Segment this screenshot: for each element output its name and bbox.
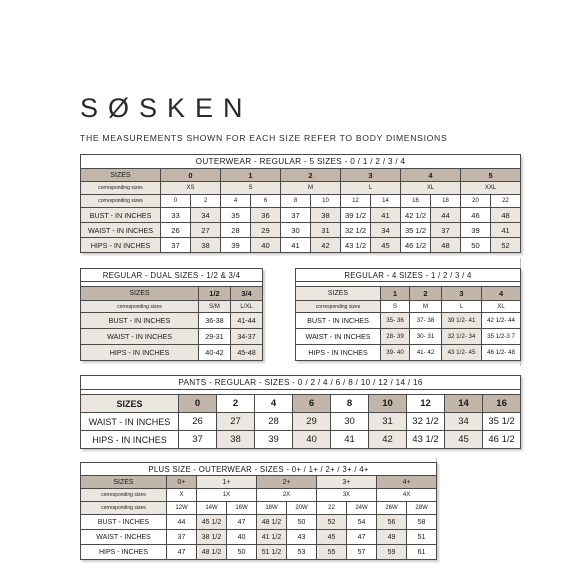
table-title: OUTERWEAR - REGULAR - 5 SIZES - 0 / 1 / 2 / 3 / 4 [81, 155, 521, 169]
row-label: WAIST - INCHES [81, 530, 167, 545]
table-cell: 43 1/2- 45 [442, 345, 482, 361]
table-cell: 48 [491, 208, 521, 223]
table-cell: 42 1/2- 44 [482, 313, 521, 329]
row-label: WAIST - IN INCHES [296, 329, 381, 345]
row-label: SIZES [81, 287, 199, 301]
table-cell: 45 [317, 530, 347, 545]
sub-size: 4 [221, 195, 251, 208]
table-cell: 40 [251, 238, 281, 253]
sub-size: 14 [371, 195, 401, 208]
table-cell: 38 1/2 [197, 530, 227, 545]
corresponding-size: S [221, 182, 281, 195]
table-cell: 40-42 [199, 345, 231, 361]
sub-size: 14W [197, 502, 227, 515]
table-row [81, 313, 263, 329]
row-label: SIZES [81, 395, 179, 413]
size-header: 1 [381, 287, 410, 301]
corresponding-size: 1X [197, 489, 257, 502]
sub-size: 20 [461, 195, 491, 208]
table-cell: 26 [161, 223, 191, 238]
table-cell: 35 1/2-3 7 [482, 329, 521, 345]
table-cell: 29-31 [199, 329, 231, 345]
table-cell: 30 [281, 223, 311, 238]
table-cell: 39 [461, 223, 491, 238]
table-cell: 43 [287, 530, 317, 545]
table-cell: 47 [167, 545, 197, 560]
table-row [296, 345, 521, 361]
table-cell: 31 [311, 223, 341, 238]
table-row [81, 182, 521, 195]
row-label: WAIST - IN INCHES [81, 413, 179, 431]
table-row [81, 329, 263, 345]
table-cell: 39- 40 [381, 345, 410, 361]
row-label: BUST - IN INCHES [81, 313, 199, 329]
row-label: SIZES [81, 169, 161, 182]
size-header: 3+ [317, 476, 377, 489]
table-cell: 40 [293, 431, 331, 449]
table-cell: 41 1/2 [257, 530, 287, 545]
brand-logo: SØSKEN [80, 93, 253, 123]
table-row [81, 301, 263, 313]
size-header: 0 [179, 395, 217, 413]
table-cell: 48 1/2 [257, 515, 287, 530]
table-cell: 26 [179, 413, 217, 431]
table-cell: 41 [281, 238, 311, 253]
sub-size: 6 [251, 195, 281, 208]
table-cell: 42 1/2 [401, 208, 431, 223]
corresponding-size: XXL [461, 182, 521, 195]
row-label: corresponding sizes [81, 502, 167, 515]
corresponding-size: 2X [257, 489, 317, 502]
table-cell: 27 [191, 223, 221, 238]
sub-size: 2 [191, 195, 221, 208]
size-header: 4 [401, 169, 461, 182]
row-label: corresponding sizes [81, 195, 161, 208]
table-cell: 37 [179, 431, 217, 449]
table-cell: 37 [281, 208, 311, 223]
table-cell: 49 [377, 530, 407, 545]
table-cell: 28 [221, 223, 251, 238]
table-cell: 40 [227, 530, 257, 545]
row-label: HIPS - IN INCHES [81, 238, 161, 253]
sub-size: 8 [281, 195, 311, 208]
table-cell: 29 [293, 413, 331, 431]
size-header: 4+ [377, 476, 437, 489]
table-row [81, 345, 263, 361]
table-row [81, 238, 521, 253]
sub-size: 16W [227, 502, 257, 515]
table-title: REGULAR - 4 SIZES - 1 / 2 / 3 / 4 [296, 269, 521, 282]
corresponding-size: S/M [199, 301, 231, 313]
table-row [81, 413, 521, 431]
row-label: SIZES [296, 287, 381, 301]
table-cell: 32 1/2 [341, 223, 371, 238]
table-cell: 32 1/2- 34 [442, 329, 482, 345]
table-cell: 48 [431, 238, 461, 253]
sub-size: 18 [431, 195, 461, 208]
table-cell: 39 [255, 431, 293, 449]
corresponding-size: XS [161, 182, 221, 195]
corresponding-size: 4X [377, 489, 437, 502]
sub-size: 18W [257, 502, 287, 515]
row-label: HIPS - IN INCHES [81, 345, 199, 361]
table-cell: 34 [191, 208, 221, 223]
sub-size: 12 [341, 195, 371, 208]
outerwear-regular-table [80, 154, 521, 253]
row-label: corresponding sizes [81, 182, 161, 195]
table-row [81, 502, 437, 515]
row-label: corresponding sizes [81, 301, 199, 313]
table-cell: 30 [331, 413, 369, 431]
sub-size: 10 [311, 195, 341, 208]
table-cell: 42 [311, 238, 341, 253]
table-cell: 28- 39 [381, 329, 410, 345]
size-header: 16 [483, 395, 521, 413]
table-cell: 34 [371, 223, 401, 238]
table-cell: 53 [287, 545, 317, 560]
row-label: HIPS - IN INCHES [296, 345, 381, 361]
table-cell: 35 [221, 208, 251, 223]
table-cell: 43 1/2 [407, 431, 445, 449]
table-row [81, 431, 521, 449]
pants-regular-table [80, 375, 521, 449]
sub-size: 22 [317, 502, 347, 515]
row-label: SIZES [81, 476, 167, 489]
table-row [296, 329, 521, 345]
row-label: WAIST - IN INCHES [81, 223, 161, 238]
table-cell: 39 [221, 238, 251, 253]
plus-outerwear-table [80, 462, 437, 560]
table-cell: 46 1/2 [483, 431, 521, 449]
size-header: 10 [369, 395, 407, 413]
table-row [296, 287, 521, 301]
row-label: HIPS - INCHES [81, 545, 167, 560]
table-cell: 42 [369, 431, 407, 449]
row-label: HIPS - IN INCHES [81, 431, 179, 449]
table-row [81, 515, 437, 530]
table-row [81, 195, 521, 208]
table-cell: 35 1/2 [401, 223, 431, 238]
corresponding-size: XL [482, 301, 521, 313]
sub-size: 16 [401, 195, 431, 208]
table-cell: 39 1/2- 41 [442, 313, 482, 329]
corresponding-size: S [381, 301, 410, 313]
table-cell: 51 [407, 530, 437, 545]
table-cell: 43 1/2 [341, 238, 371, 253]
table-cell: 36 [251, 208, 281, 223]
corresponding-size: L [341, 182, 401, 195]
table-cell: 54 [347, 515, 377, 530]
table-row [81, 223, 521, 238]
table-cell: 48 1/2 [197, 545, 227, 560]
table-row [81, 489, 437, 502]
table-cell: 38 [217, 431, 255, 449]
size-header: 1+ [197, 476, 257, 489]
table-cell: 38 [311, 208, 341, 223]
table-title: PLUS SIZE - OUTERWEAR - SIZES - 0+ / 1+ / 2+ / 3+ / 4+ [81, 463, 437, 476]
corresponding-size: L/XL [231, 301, 263, 313]
size-header: 0 [161, 169, 221, 182]
table-row [81, 545, 437, 560]
size-header: 1 [221, 169, 281, 182]
table-cell: 45-48 [231, 345, 263, 361]
sub-size: 28W [407, 502, 437, 515]
sub-size: 26W [377, 502, 407, 515]
size-header: 14 [445, 395, 483, 413]
regular-dual-table [80, 268, 263, 361]
table-cell: 41 [371, 208, 401, 223]
table-row [296, 313, 521, 329]
table-row [81, 169, 521, 182]
table-cell: 37 [431, 223, 461, 238]
table-cell: 50 [287, 515, 317, 530]
regular-4-table [295, 268, 521, 361]
row-label: BUST - INCHES [81, 515, 167, 530]
table-cell: 41 [331, 431, 369, 449]
corresponding-size: X [167, 489, 197, 502]
corresponding-size: XL [401, 182, 461, 195]
table-cell: 55 [317, 545, 347, 560]
table-row [296, 301, 521, 313]
table-cell: 47 [227, 515, 257, 530]
table-cell: 39 1/2 [341, 208, 371, 223]
table-cell: 37 [167, 530, 197, 545]
row-label: BUST - IN INCHES [296, 313, 381, 329]
table-cell: 51 1/2 [257, 545, 287, 560]
table-cell: 32 1/2 [407, 413, 445, 431]
table-cell: 46 1/2- 48 [482, 345, 521, 361]
sub-size: 0 [161, 195, 191, 208]
sub-size: 24W [347, 502, 377, 515]
size-header: 2 [281, 169, 341, 182]
table-row [81, 395, 521, 413]
table-title: PANTS - REGULAR - SIZES - 0 / 2 / 4 / 6 / 8 / 10 / 12 / 14 / 16 [81, 376, 521, 390]
table-cell: 38 [191, 238, 221, 253]
size-header: 4 [255, 395, 293, 413]
table-cell: 41-44 [231, 313, 263, 329]
table-row [81, 287, 263, 301]
size-header: 12 [407, 395, 445, 413]
table-cell: 50 [461, 238, 491, 253]
sub-size: 20W [287, 502, 317, 515]
row-label: WAIST - IN INCHES [81, 329, 199, 345]
table-cell: 33 [161, 208, 191, 223]
table-cell: 37 [161, 238, 191, 253]
table-cell: 52 [317, 515, 347, 530]
row-label: BUST - IN INCHES [81, 208, 161, 223]
size-header: 3 [442, 287, 482, 301]
size-header: 4 [482, 287, 521, 301]
corresponding-size: L [442, 301, 482, 313]
table-cell: 34 [445, 413, 483, 431]
table-cell: 36-38 [199, 313, 231, 329]
sub-size: 22 [491, 195, 521, 208]
table-cell: 30- 31 [410, 329, 442, 345]
size-header: 8 [331, 395, 369, 413]
table-cell: 45 1/2 [197, 515, 227, 530]
table-cell: 35 1/2 [483, 413, 521, 431]
corresponding-size: M [281, 182, 341, 195]
table-cell: 56 [377, 515, 407, 530]
table-cell: 46 [461, 208, 491, 223]
size-header: 1/2 [199, 287, 231, 301]
size-header: 2+ [257, 476, 317, 489]
table-title: REGULAR - DUAL SIZES - 1/2 & 3/4 [81, 269, 263, 282]
row-label: corresponding sizes [81, 489, 167, 502]
table-cell: 28 [255, 413, 293, 431]
table-cell: 29 [251, 223, 281, 238]
corresponding-size: 3X [317, 489, 377, 502]
table-cell: 37- 38 [410, 313, 442, 329]
table-cell: 35- 36 [381, 313, 410, 329]
table-row [81, 476, 437, 489]
size-header: 0+ [167, 476, 197, 489]
table-cell: 27 [217, 413, 255, 431]
table-cell: 34-37 [231, 329, 263, 345]
size-header: 3 [341, 169, 401, 182]
table-cell: 47 [347, 530, 377, 545]
table-cell: 44 [167, 515, 197, 530]
table-row [81, 530, 437, 545]
table-cell: 58 [407, 515, 437, 530]
size-header: 6 [293, 395, 331, 413]
sub-size: 12W [167, 502, 197, 515]
table-cell: 61 [407, 545, 437, 560]
size-header: 3/4 [231, 287, 263, 301]
row-label: corresponding sizes [296, 301, 381, 313]
table-cell: 31 [369, 413, 407, 431]
corresponding-size: M [410, 301, 442, 313]
table-row [81, 208, 521, 223]
size-header: 5 [461, 169, 521, 182]
table-cell: 45 [371, 238, 401, 253]
table-cell: 46 1/2 [401, 238, 431, 253]
size-header: 2 [217, 395, 255, 413]
table-cell: 57 [347, 545, 377, 560]
page-subtitle: THE MEASUREMENTS SHOWN FOR EACH SIZE REFER TO BODY DIMENSIONS [80, 133, 448, 143]
size-header: 2 [410, 287, 442, 301]
table-cell: 41- 42 [410, 345, 442, 361]
table-cell: 44 [431, 208, 461, 223]
table-cell: 41 [491, 223, 521, 238]
table-cell: 59 [377, 545, 407, 560]
table-cell: 45 [445, 431, 483, 449]
table-cell: 52 [491, 238, 521, 253]
table-cell: 50 [227, 545, 257, 560]
